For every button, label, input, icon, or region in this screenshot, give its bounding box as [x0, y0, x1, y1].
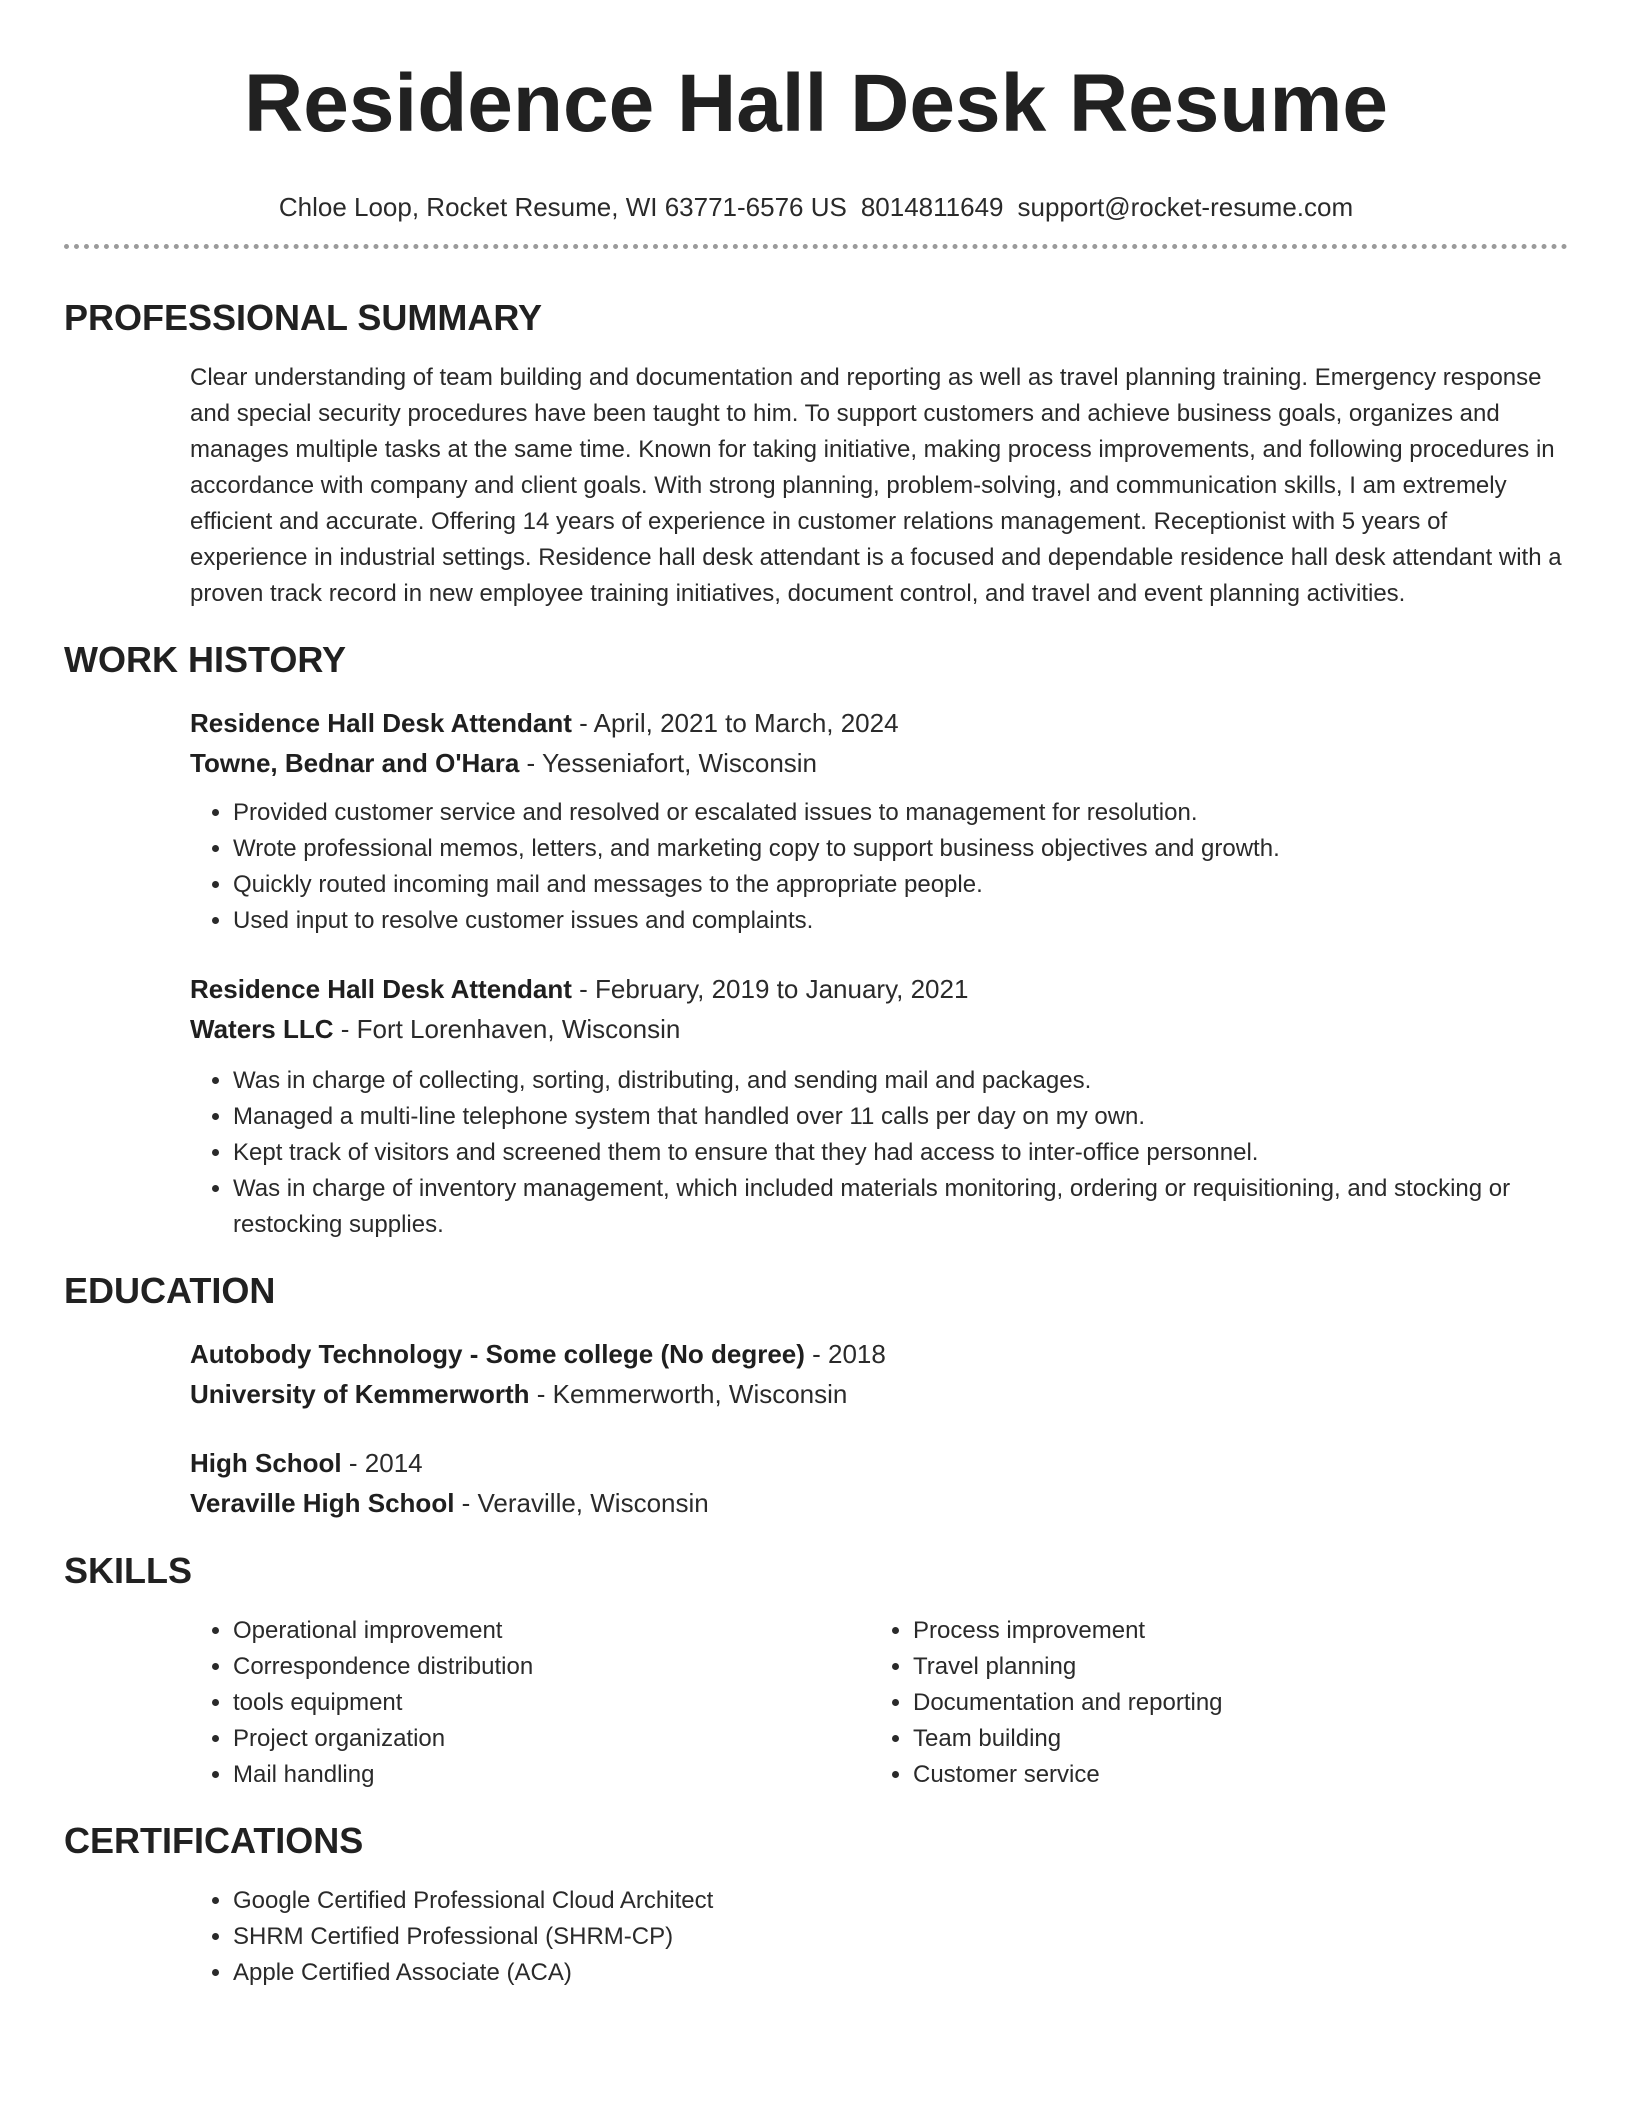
education-degree: High School — [190, 1448, 342, 1478]
education-location: - Veraville, Wisconsin — [454, 1488, 709, 1518]
list-item: • Provided customer service and resolved or escalated issues to management for resolution. — [233, 795, 1568, 831]
job-entry — [190, 703, 1568, 939]
list-item: • Process improvement — [913, 1613, 1550, 1649]
education-entry — [190, 1334, 1568, 1414]
job-title-line — [190, 969, 1568, 1009]
job-company: Waters LLC — [190, 1014, 334, 1044]
job-location: - Fort Lorenhaven, Wisconsin — [333, 1014, 681, 1044]
skills-list-right — [870, 1613, 1550, 1793]
list-item: • tools equipment — [233, 1685, 870, 1721]
summary-text: Clear understanding of team building and documentation and reporting as well as travel planning training. Emergency response and special security procedures have been taught to him. To support customers and achieve business goals, organizes and manages multiple tasks at the same time. Known for taking initiative, making process improvements, and following procedures in accordance with company and client goals. With strong planning, problem-solving, and communication skills, I am extremely efficient and accurate. Offering 14 years of experience in customer relations management. Receptionist with 5 years of experience in industrial settings. Residence hall desk attendant is a focused and dependable residence hall desk attendant with a proven track record in new employee training initiatives, document control, and travel and event planning activities. — [190, 364, 1562, 607]
education-school: University of Kemmerworth — [190, 1379, 530, 1409]
list-item: • Documentation and reporting — [913, 1685, 1550, 1721]
list-item: • Correspondence distribution — [233, 1649, 870, 1685]
job-entry — [190, 969, 1568, 1243]
section-title-certifications: CERTIFICATIONS — [64, 1820, 364, 1861]
list-item: • Kept track of visitors and screened them to ensure that they had access to inter-office personnel. — [233, 1135, 1568, 1171]
job-company-line — [190, 743, 1568, 783]
job-duties-list — [190, 795, 1568, 939]
job-dates: - February, 2019 to January, 2021 — [571, 974, 969, 1004]
list-item: • Managed a multi-line telephone system that handled over 11 calls per day on my own. — [233, 1099, 1568, 1135]
list-item: • Customer service — [913, 1757, 1550, 1793]
job-company-line — [190, 1009, 1568, 1049]
skills-column-right — [870, 1613, 1550, 1793]
list-item: • Was in charge of collecting, sorting, distributing, and sending mail and packages. — [233, 1063, 1568, 1099]
contact-phone: 8014811649 — [860, 192, 1004, 222]
skills-grid — [190, 1613, 1568, 1793]
list-item: • Was in charge of inventory management, which included materials monitoring, ordering or requisitioning, and stocking or restocking supplies. — [233, 1171, 1568, 1243]
job-title: Residence Hall Desk Attendant — [190, 974, 572, 1004]
education-degree-line — [190, 1443, 1568, 1483]
list-item: • Wrote professional memos, letters, and marketing copy to support business objectives and growth. — [233, 831, 1568, 867]
education-entry — [190, 1443, 1568, 1523]
list-item: • Travel planning — [913, 1649, 1550, 1685]
list-item: • Project organization — [233, 1721, 870, 1757]
header-divider — [64, 244, 1568, 249]
certifications-block — [190, 1883, 1568, 1991]
list-item: • Used input to resolve customer issues and complaints. — [233, 903, 1568, 939]
education-school-line — [190, 1374, 1568, 1414]
skills-list-left — [190, 1613, 870, 1793]
section-title-skills: SKILLS — [64, 1550, 193, 1591]
contact-line — [64, 190, 1568, 224]
list-item: • Google Certified Professional Cloud Architect — [233, 1883, 1568, 1919]
resume-title: Residence Hall Desk Resume — [244, 58, 1388, 149]
education-degree: Autobody Technology - Some college (No degree) — [190, 1339, 805, 1369]
certifications-list — [190, 1883, 1568, 1991]
list-item: • Operational improvement — [233, 1613, 870, 1649]
list-item: • SHRM Certified Professional (SHRM-CP) — [233, 1919, 1568, 1955]
job-title-line — [190, 703, 1568, 743]
list-item: • Mail handling — [233, 1757, 870, 1793]
job-title: Residence Hall Desk Attendant — [190, 708, 572, 738]
education-year: - 2018 — [804, 1339, 886, 1369]
list-item: • Quickly routed incoming mail and messages to the appropriate people. — [233, 867, 1568, 903]
resume-page — [64, 0, 1568, 1991]
job-location: - Yesseniafort, Wisconsin — [519, 748, 818, 778]
section-title-education: EDUCATION — [64, 1270, 276, 1311]
job-dates: - April, 2021 to March, 2024 — [571, 708, 899, 738]
section-title-summary: PROFESSIONAL SUMMARY — [64, 297, 543, 338]
education-location: - Kemmerworth, Wisconsin — [529, 1379, 848, 1409]
list-item: • Apple Certified Associate (ACA) — [233, 1955, 1568, 1991]
job-company: Towne, Bednar and O'Hara — [190, 748, 520, 778]
contact-email: support@rocket-resume.com — [1017, 192, 1354, 222]
list-item: • Team building — [913, 1721, 1550, 1757]
skills-column-left — [190, 1613, 870, 1793]
job-duties-list — [190, 1063, 1568, 1243]
education-degree-line — [190, 1334, 1568, 1374]
section-title-work-history: WORK HISTORY — [64, 639, 347, 680]
education-year: - 2014 — [341, 1448, 423, 1478]
contact-address: Chloe Loop, Rocket Resume, WI 63771-6576 US — [278, 192, 847, 222]
education-school-line — [190, 1483, 1568, 1523]
education-school: Veraville High School — [190, 1488, 455, 1518]
